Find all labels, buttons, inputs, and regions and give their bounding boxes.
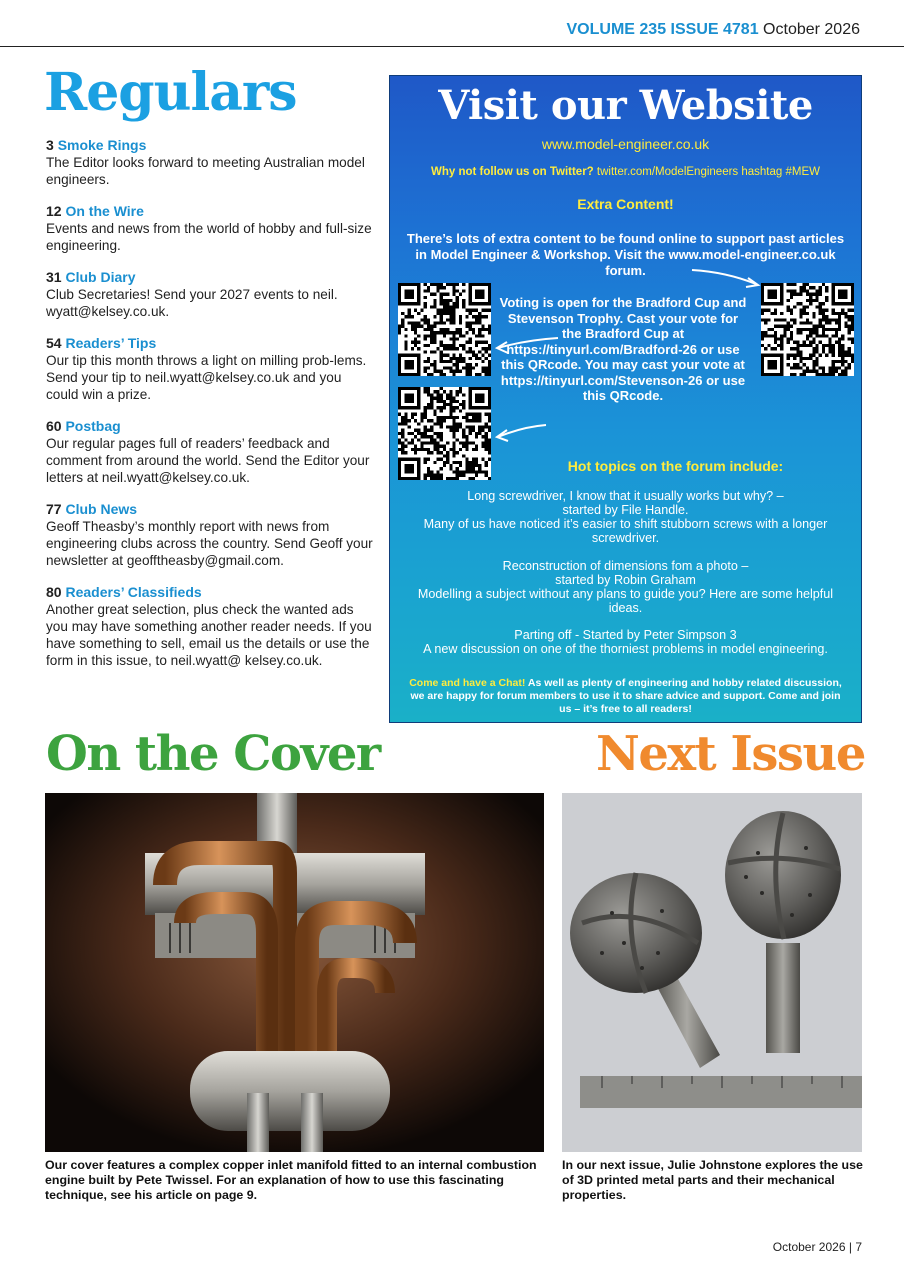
arrow-icon xyxy=(494,421,548,443)
regulars-heading: Regulars xyxy=(44,62,297,123)
forum-topic[interactable] xyxy=(410,628,841,656)
regular-description: Events and news from the world of hobby and full-size engineering. xyxy=(46,221,372,253)
regular-title: Readers’ Classifieds xyxy=(65,584,202,600)
qr-code-icon[interactable] xyxy=(398,283,491,376)
regular-title: Readers’ Tips xyxy=(65,335,157,351)
hot-topics-heading: Hot topics on the forum include: xyxy=(567,458,784,474)
regular-page-number: 77 xyxy=(46,501,62,517)
extra-content-text: There’s lots of extra content to be found online to support past articles in Model Engineer & Workshop. Visit the www.model-engineer.co.uk forum. xyxy=(406,231,845,278)
regular-item xyxy=(46,418,376,486)
footer-date: October 2026 xyxy=(772,1240,846,1254)
regular-title: Postbag xyxy=(65,418,121,434)
regular-item xyxy=(46,203,376,254)
next-issue-heading: Next Issue xyxy=(596,726,865,782)
topic-description: Many of us have noticed it’s easier to shift stubborn screws with a longer screwdriver. xyxy=(423,517,828,545)
regular-description: Our regular pages full of readers’ feedback and comment from around the world. Send the Editor your letters at neil.wyatt@kelsey.co.uk. xyxy=(46,436,370,485)
regular-description: Our tip this month throws a light on milling prob-lems. Send your tip to neil.wyatt@kelsey.co.uk and you could win a prize. xyxy=(46,353,367,402)
topic-byline: started by File Handle. xyxy=(562,503,689,517)
regular-page-number: 31 xyxy=(46,269,62,285)
regular-item xyxy=(46,335,376,403)
website-panel xyxy=(389,75,862,723)
topic-byline: started by Robin Graham xyxy=(555,573,696,587)
regulars-list xyxy=(46,137,376,684)
on-the-cover-heading: On the Cover xyxy=(46,726,380,782)
topic-byline: - Started by Peter Simpson 3 xyxy=(574,628,737,642)
regular-page-number: 60 xyxy=(46,418,62,434)
chat-invitation xyxy=(406,677,845,716)
forum-topic[interactable]: Long screwdriver, I know that it usually works but why? – started by File Handle. Many of us have noticed it’s easier to shift stubborn screws with a longer screwdriver. xyxy=(410,489,841,545)
header-date: October 2026 xyxy=(763,21,860,38)
regular-description: Club Secretaries! Send your 2027 events to neil. wyatt@kelsey.co.uk. xyxy=(46,287,338,319)
regular-description: Geoff Theasby’s monthly report with news from engineering clubs across the country. Send Geoff your newsletter at geofftheasby@gmail.com. xyxy=(46,519,373,568)
topic-description: A new discussion on one of the thorniest problems in model engineering. xyxy=(423,642,828,656)
issue-line xyxy=(567,21,861,39)
qr-code-icon[interactable] xyxy=(398,387,491,480)
regular-title: Club News xyxy=(65,501,138,517)
regular-item xyxy=(46,584,376,669)
extra-content-heading: Extra Content! xyxy=(577,196,674,212)
chat-body: As well as plenty of engineering and hobby related discussion, we are happy for forum members to use it to share advice and support. Come and join us – it’s free to all readers! xyxy=(410,677,842,715)
regular-title: Smoke Rings xyxy=(57,137,147,153)
forum-topic[interactable]: Reconstruction of dimensions fom a photo – started by Robin Graham Modelling a subject without any plans to guide you? Here are some helpful ideas. xyxy=(410,559,841,615)
regular-page-number: 54 xyxy=(46,335,62,351)
regular-item xyxy=(46,501,376,569)
twitter-handle-link[interactable]: twitter.com/ModelEngineers hashtag #MEW xyxy=(596,166,820,178)
regular-page-number: 80 xyxy=(46,584,62,600)
topic-title: Reconstruction of dimensions fom a photo xyxy=(502,559,738,573)
regular-item xyxy=(46,137,376,188)
volume-issue: VOLUME 235 ISSUE 4781 xyxy=(566,21,759,38)
regular-title: On the Wire xyxy=(65,203,144,219)
website-heading: Visit our Website xyxy=(438,82,813,129)
regular-title: Club Diary xyxy=(65,269,136,285)
cover-caption: Our cover features a complex copper inlet manifold fitted to an internal combustion engine built by Pete Twissel. For an explanation of how to use this fascinating technique, see his article on page 9. xyxy=(45,1158,537,1202)
topic-title: Long screwdriver, I know that it usually works but why? xyxy=(467,489,774,503)
twitter-line xyxy=(390,166,861,178)
page-footer xyxy=(773,1240,862,1254)
website-url-link[interactable]: www.model-engineer.co.uk xyxy=(541,136,710,152)
topic-title: Parting off xyxy=(514,628,572,642)
regular-page-number: 12 xyxy=(46,203,62,219)
topic-description: Modelling a subject without any plans to guide you? Here are some helpful ideas. xyxy=(417,587,834,615)
twitter-question: Why not follow us on Twitter? xyxy=(431,166,594,178)
next-issue-photo xyxy=(562,793,862,1152)
arrow-icon xyxy=(690,266,762,290)
regular-page-number: 3 xyxy=(46,137,54,153)
chat-lead: Come and have a Chat! xyxy=(409,677,526,689)
footer-separator: | xyxy=(848,1240,852,1254)
page-header xyxy=(0,0,904,47)
regular-description: The Editor looks forward to meeting Australian model engineers. xyxy=(46,155,365,187)
regular-description: Another great selection, plus check the wanted ads you may have something another reader needs. If you have something to sell, email us the details or use the form in this issue, to neil.wyatt@ kelsey.co.uk. xyxy=(46,602,372,668)
voting-text: Voting is open for the Bradford Cup and Stevenson Trophy. Cast your vote for the Bradford Cup at https://tinyurl.com/Bradford-26 or use this QRcode. You may cast your vote at https://tinyurl.com/Stevenson-26 or use this QRcode. xyxy=(499,295,747,403)
next-issue-caption: In our next issue, Julie Johnstone explores the use of 3D printed metal parts and their mechanical properties. xyxy=(562,1158,863,1202)
qr-code-icon[interactable] xyxy=(761,283,854,376)
page-number: 7 xyxy=(855,1240,862,1254)
cover-photo xyxy=(45,793,544,1152)
regular-item xyxy=(46,269,376,320)
